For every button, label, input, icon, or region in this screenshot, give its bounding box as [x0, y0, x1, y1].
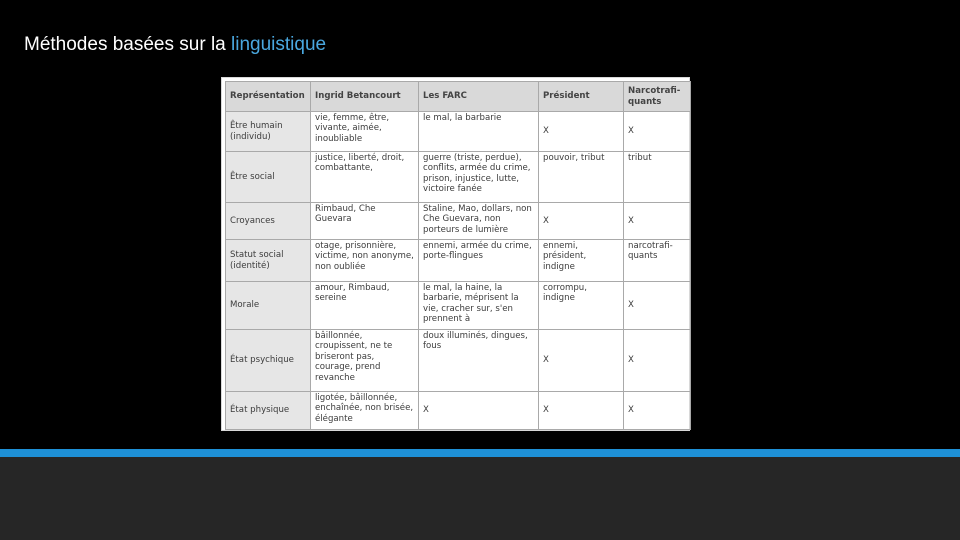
table-header-row — [226, 82, 691, 112]
table-cell: le mal, la haine, la barbarie, méprisent la vie, cracher sur, s'en prennent à — [419, 282, 539, 330]
slide-title-accent: linguistique — [231, 34, 327, 55]
table-cell: justice, liberté, droit, combattante, — [311, 152, 419, 203]
column-header: Président — [539, 82, 624, 112]
row-header: Statut social (identité) — [226, 240, 311, 282]
table-cell: Rimbaud, Che Guevara — [311, 203, 419, 240]
table-cell: X — [624, 330, 691, 392]
table-cell: tribut — [624, 152, 691, 203]
table-cell: X — [624, 203, 691, 240]
accent-bar — [0, 449, 960, 457]
table-row — [226, 392, 691, 430]
footer-band — [0, 457, 960, 540]
row-header: Morale — [226, 282, 311, 330]
table-cell: bâillonnée, croupissent, ne te briseront pas, courage, prend revanche — [311, 330, 419, 392]
table-cell: ennemi, armée du crime, porte-flingues — [419, 240, 539, 282]
row-header: État psychique — [226, 330, 311, 392]
slide-title — [24, 34, 326, 56]
column-header: Les FARC — [419, 82, 539, 112]
table-cell: ligotée, bâillonnée, enchaînée, non brisée, élégante — [311, 392, 419, 430]
table-cell: le mal, la barbarie — [419, 112, 539, 152]
table-row — [226, 330, 691, 392]
table-cell: guerre (triste, perdue), conflits, armée du crime, prison, injustice, lutte, victoire fanée — [419, 152, 539, 203]
table-cell: amour, Rimbaud, sereine — [311, 282, 419, 330]
table-cell: X — [624, 392, 691, 430]
slide-title-text: Méthodes basées sur la — [24, 34, 232, 55]
table-cell: narcotrafi-quants — [624, 240, 691, 282]
table-cell: otage, prisonnière, victime, non anonyme, non oubliée — [311, 240, 419, 282]
table-cell: Staline, Mao, dollars, non Che Guevara, non porteurs de lumière — [419, 203, 539, 240]
table-cell: X — [419, 392, 539, 430]
linguistic-table — [225, 81, 691, 430]
table-row — [226, 240, 691, 282]
table-cell: X — [539, 392, 624, 430]
row-header: État physique — [226, 392, 311, 430]
table-cell: vie, femme, être, vivante, aimée, inoubliable — [311, 112, 419, 152]
table-row — [226, 112, 691, 152]
table-cell: ennemi, président, indigne — [539, 240, 624, 282]
column-header: Ingrid Betancourt — [311, 82, 419, 112]
table-cell: pouvoir, tribut — [539, 152, 624, 203]
column-header: Représentation — [226, 82, 311, 112]
table-cell: X — [539, 330, 624, 392]
table-row — [226, 282, 691, 330]
column-header: Narcotrafi-quants — [624, 82, 691, 112]
table-cell: X — [539, 203, 624, 240]
table-cell: X — [624, 112, 691, 152]
table-row — [226, 152, 691, 203]
table-image-frame — [221, 77, 690, 431]
row-header: Être humain (individu) — [226, 112, 311, 152]
table-row — [226, 203, 691, 240]
table-cell: X — [624, 282, 691, 330]
table-cell: doux illuminés, dingues, fous — [419, 330, 539, 392]
table-cell: X — [539, 112, 624, 152]
row-header: Être social — [226, 152, 311, 203]
row-header: Croyances — [226, 203, 311, 240]
table-cell: corrompu, indigne — [539, 282, 624, 330]
